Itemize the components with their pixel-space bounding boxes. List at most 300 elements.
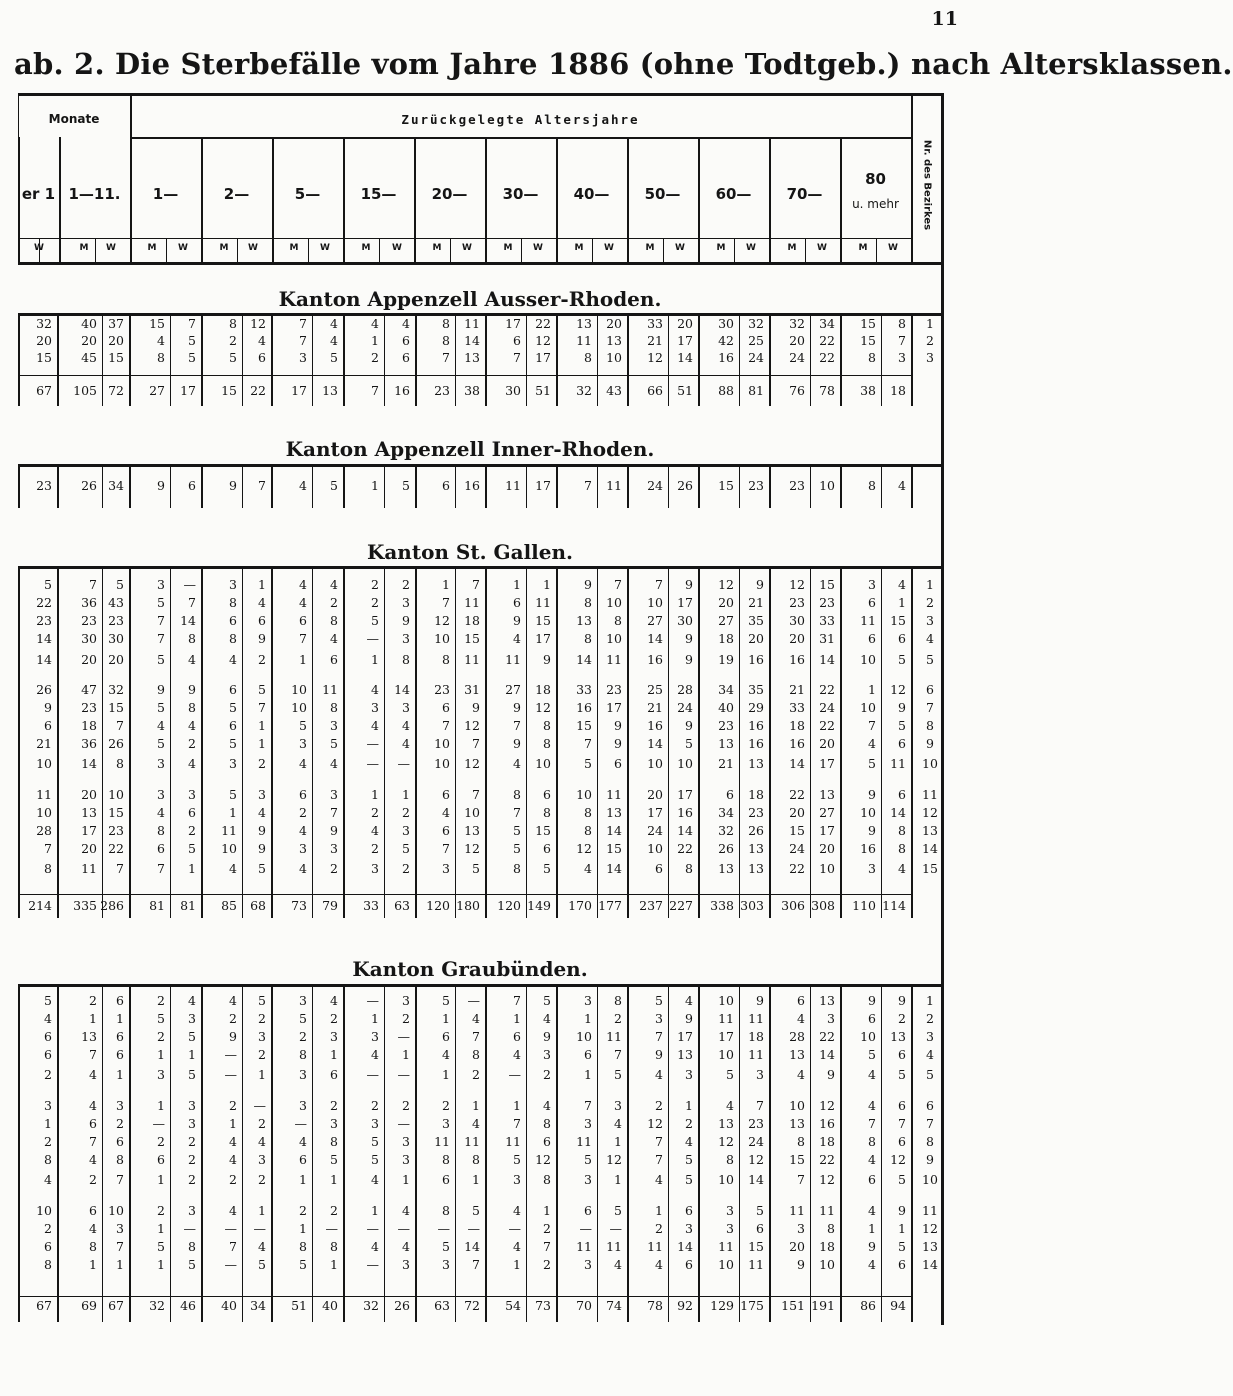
table-cell: 5: [513, 841, 521, 856]
table-cell: 22: [819, 333, 835, 348]
table-cell: 5: [371, 1152, 379, 1167]
table-cell: —: [366, 1257, 379, 1272]
table-cell: 17: [819, 823, 835, 838]
table-cell: 27: [819, 805, 835, 820]
table-cell: 5: [472, 1203, 480, 1218]
table-cell: 4: [402, 316, 410, 331]
table-cell: 13: [464, 350, 480, 365]
table-cell: 12: [250, 316, 266, 331]
table-cell: —: [508, 1221, 521, 1236]
column-rule: [911, 987, 913, 1322]
total-cell: 306: [781, 898, 805, 913]
sex-label: M: [361, 243, 371, 253]
table-cell: 4: [371, 316, 379, 331]
table-cell: 9: [898, 993, 906, 1008]
table-cell: 4: [371, 823, 379, 838]
table-cell: 6: [116, 993, 124, 1008]
table-cell: 18: [748, 1029, 764, 1044]
table-cell: 22: [819, 350, 835, 365]
table-cell: 9: [472, 700, 480, 715]
table-cell: 13: [748, 756, 764, 771]
table-cell: 1: [655, 1203, 663, 1218]
sex-label: W: [817, 243, 827, 253]
table-cell: 14: [394, 682, 410, 697]
table-cell: 8: [229, 595, 237, 610]
table-cell: 5: [157, 1239, 165, 1254]
table-cell: 1: [685, 1098, 693, 1113]
sex-label: W: [533, 243, 543, 253]
table-cell: 2: [258, 1172, 266, 1187]
table-cell: 9: [157, 682, 165, 697]
table-cell: 10: [108, 787, 124, 802]
table-cell: 2: [472, 1067, 480, 1082]
table-cell: 4: [655, 1257, 663, 1272]
table-cell: 9: [513, 700, 521, 715]
table-cell: 7: [543, 1239, 551, 1254]
table-cell: 2: [442, 1098, 450, 1113]
table-cell: 11: [464, 316, 480, 331]
table-cell: 6: [868, 1172, 876, 1187]
table-cell: 15: [789, 1152, 805, 1167]
table-cell: 6: [229, 682, 237, 697]
table-cell: 5: [756, 1203, 764, 1218]
table-cell: 3: [299, 350, 307, 365]
table-cell: —: [397, 1221, 410, 1236]
table-cell: 8: [868, 1134, 876, 1149]
section-title: Kanton Appenzell Inner-Rhoden.: [285, 437, 655, 461]
table-cell: 4: [299, 823, 307, 838]
table-cell: 4: [89, 1152, 97, 1167]
table-cell: 10: [36, 756, 52, 771]
table-cell: 6: [442, 1029, 450, 1044]
table-cell: 7: [513, 718, 521, 733]
table-cell: 1: [116, 1067, 124, 1082]
section-title: Kanton Graubünden.: [352, 957, 588, 981]
table-cell: 12: [606, 1152, 622, 1167]
sex-label: M: [858, 243, 868, 253]
table-cell: 20: [81, 787, 97, 802]
sex-label: M: [716, 243, 726, 253]
district-number: 10: [922, 1172, 938, 1187]
table-cell: 8: [330, 1134, 338, 1149]
table-cell: 4: [330, 631, 338, 646]
table-cell: 11: [748, 1257, 764, 1272]
table-cell: 8: [543, 805, 551, 820]
table-cell: 15: [108, 700, 124, 715]
table-cell: 14: [647, 631, 663, 646]
table-cell: 2: [188, 823, 196, 838]
table-cell: 2: [188, 1134, 196, 1149]
table-cell: 31: [819, 631, 835, 646]
table-cell: 7: [797, 1172, 805, 1187]
total-cell: 23: [789, 478, 805, 493]
table-cell: 26: [108, 736, 124, 751]
table-cell: 7: [513, 1116, 521, 1131]
table-cell: 24: [748, 350, 764, 365]
table-cell: 5: [371, 613, 379, 628]
table-cell: 16: [789, 652, 805, 667]
table-cell: 8: [188, 700, 196, 715]
table-cell: 7: [442, 718, 450, 733]
table-cell: 14: [606, 861, 622, 876]
table-cell: 8: [116, 756, 124, 771]
table-cell: 4: [299, 1134, 307, 1149]
total-cell: 23: [748, 478, 764, 493]
table-cell: 10: [718, 1172, 734, 1187]
table-cell: 1: [614, 1134, 622, 1149]
table-cell: 24: [789, 350, 805, 365]
table-cell: 4: [157, 333, 165, 348]
table-cell: 3: [402, 1134, 410, 1149]
table-cell: 5: [898, 1172, 906, 1187]
total-cell: 180: [456, 898, 480, 913]
total-cell: 9: [229, 478, 237, 493]
table-cell: 3: [442, 1257, 450, 1272]
table-cell: 11: [606, 1029, 622, 1044]
table-cell: 3: [371, 861, 379, 876]
table-cell: 5: [330, 350, 338, 365]
total-cell: 18: [890, 383, 906, 398]
table-cell: 8: [188, 631, 196, 646]
table-cell: —: [366, 1067, 379, 1082]
page-number: 11: [931, 8, 958, 30]
district-number: 7: [926, 1116, 934, 1131]
table-cell: 47: [81, 682, 97, 697]
table-cell: 5: [584, 1152, 592, 1167]
table-cell: 11: [606, 1239, 622, 1254]
header-sex-rule: [592, 239, 593, 262]
sex-label: W: [34, 243, 44, 253]
table-cell: 14: [789, 756, 805, 771]
table-cell: 7: [614, 577, 622, 592]
total-cell: 335: [73, 898, 97, 913]
table-cell: 6: [44, 1029, 52, 1044]
table-cell: 4: [898, 577, 906, 592]
table-cell: 4: [655, 1067, 663, 1082]
table-cell: 16: [748, 652, 764, 667]
age-group-label: 50—: [644, 185, 681, 203]
table-cell: 20: [789, 333, 805, 348]
table-cell: 11: [748, 1047, 764, 1062]
table-cell: 2: [229, 333, 237, 348]
table-cell: 2: [685, 1116, 693, 1131]
total-cell: 17: [291, 383, 307, 398]
total-cell: 7: [371, 383, 379, 398]
table-cell: 8: [442, 1203, 450, 1218]
table-cell: 1: [442, 577, 450, 592]
table-cell: 9: [330, 823, 338, 838]
table-cell: 8: [442, 652, 450, 667]
table-cell: 12: [718, 1134, 734, 1149]
table-cell: 9: [685, 577, 693, 592]
table-cell: 5: [299, 718, 307, 733]
table-cell: 12: [464, 841, 480, 856]
table-cell: 8: [442, 316, 450, 331]
table-cell: 7: [116, 1239, 124, 1254]
table-cell: 4: [330, 993, 338, 1008]
table-cell: 13: [576, 316, 592, 331]
total-cell: 149: [527, 898, 551, 913]
sex-label: W: [675, 243, 685, 253]
table-cell: 3: [655, 1011, 663, 1026]
table-cell: 6: [229, 613, 237, 628]
table-cell: 8: [157, 823, 165, 838]
table-cell: 14: [36, 652, 52, 667]
table-cell: 9: [756, 993, 764, 1008]
table-cell: 5: [188, 333, 196, 348]
table-cell: 13: [718, 736, 734, 751]
table-cell: 6: [442, 1172, 450, 1187]
table-cell: 3: [188, 1203, 196, 1218]
age-group-label: 80: [865, 170, 886, 188]
total-cell: 214: [28, 898, 52, 913]
table-cell: 4: [89, 1221, 97, 1236]
table-cell: 3: [229, 756, 237, 771]
table-cell: 32: [36, 316, 52, 331]
table-cell: 12: [535, 700, 551, 715]
table-cell: 16: [819, 1116, 835, 1131]
table-cell: 15: [535, 613, 551, 628]
table-cell: 1: [371, 333, 379, 348]
table-cell: 7: [229, 1239, 237, 1254]
table-cell: —: [224, 1221, 237, 1236]
total-cell: 38: [464, 383, 480, 398]
table-cell: 30: [677, 613, 693, 628]
table-cell: 12: [890, 682, 906, 697]
table-cell: 29: [748, 700, 764, 715]
table-cell: 7: [472, 1029, 480, 1044]
table-cell: 1: [229, 805, 237, 820]
table-cell: 1: [116, 1257, 124, 1272]
table-cell: 2: [229, 1172, 237, 1187]
district-number: 15: [922, 861, 938, 876]
table-cell: 4: [868, 1067, 876, 1082]
table-cell: 1: [543, 1203, 551, 1218]
table-cell: 17: [81, 823, 97, 838]
table-cell: 3: [402, 1152, 410, 1167]
table-cell: 12: [647, 1116, 663, 1131]
table-cell: 5: [157, 1011, 165, 1026]
table-cell: 1: [188, 1047, 196, 1062]
table-cell: 12: [789, 577, 805, 592]
table-cell: 9: [868, 1239, 876, 1254]
table-cell: 15: [108, 350, 124, 365]
table-cell: 10: [819, 861, 835, 876]
table-cell: 1: [898, 595, 906, 610]
table-cell: 4: [258, 805, 266, 820]
table-cell: 2: [655, 1098, 663, 1113]
table-cell: 3: [188, 1116, 196, 1131]
district-number: 7: [926, 700, 934, 715]
table-cell: 9: [584, 577, 592, 592]
table-cell: 1: [157, 1172, 165, 1187]
table-cell: 14: [464, 333, 480, 348]
table-cell: 5: [442, 1239, 450, 1254]
table-cell: 7: [898, 333, 906, 348]
table-cell: 6: [330, 1067, 338, 1082]
table-cell: 7: [442, 595, 450, 610]
table-cell: 3: [584, 993, 592, 1008]
table-cell: 2: [258, 652, 266, 667]
table-cell: 2: [188, 736, 196, 751]
table-cell: 36: [81, 736, 97, 751]
table-cell: 9: [868, 787, 876, 802]
table-cell: 8: [614, 993, 622, 1008]
table-cell: 26: [36, 682, 52, 697]
table-cell: 3: [402, 631, 410, 646]
table-cell: 2: [299, 805, 307, 820]
table-cell: 2: [371, 805, 379, 820]
table-cell: 3: [258, 1152, 266, 1167]
total-cell: 27: [149, 383, 165, 398]
table-cell: 20: [647, 787, 663, 802]
table-cell: 8: [513, 861, 521, 876]
table-cell: 4: [472, 1116, 480, 1131]
table-cell: 11: [576, 1239, 592, 1254]
table-cell: 1: [157, 1047, 165, 1062]
table-cell: 5: [898, 652, 906, 667]
table-cell: 23: [81, 613, 97, 628]
table-cell: 7: [655, 1134, 663, 1149]
table-cell: 4: [299, 756, 307, 771]
table-cell: 5: [330, 736, 338, 751]
table-cell: 5: [188, 1257, 196, 1272]
district-number: 12: [922, 1221, 938, 1236]
table-cell: 2: [229, 1011, 237, 1026]
table-cell: 5: [402, 841, 410, 856]
table-cell: 33: [647, 316, 663, 331]
district-number: 9: [926, 1152, 934, 1167]
table-cell: 13: [718, 861, 734, 876]
table-cell: 6: [116, 1029, 124, 1044]
total-cell: 17: [535, 478, 551, 493]
table-cell: 7: [89, 577, 97, 592]
table-cell: 6: [89, 1203, 97, 1218]
sex-label: M: [503, 243, 513, 253]
table-cell: 4: [402, 1239, 410, 1254]
table-cell: 10: [221, 841, 237, 856]
total-cell: 94: [890, 1298, 906, 1313]
table-cell: 9: [258, 841, 266, 856]
table-cell: 13: [718, 1116, 734, 1131]
table-cell: 5: [543, 993, 551, 1008]
table-cell: 18: [789, 718, 805, 733]
table-cell: 2: [655, 1221, 663, 1236]
table-cell: 5: [330, 1152, 338, 1167]
table-cell: 16: [576, 700, 592, 715]
table-cell: —: [397, 756, 410, 771]
table-cell: 1: [898, 1221, 906, 1236]
table-cell: 20: [108, 333, 124, 348]
table-cell: 14: [890, 805, 906, 820]
table-cell: 6: [685, 1203, 693, 1218]
total-cell: 22: [250, 383, 266, 398]
table-cell: 23: [718, 718, 734, 733]
table-cell: 6: [229, 718, 237, 733]
table-cell: 5: [614, 1067, 622, 1082]
table-cell: 14: [819, 652, 835, 667]
table-cell: 4: [655, 1172, 663, 1187]
table-cell: 16: [677, 805, 693, 820]
table-cell: 5: [685, 1172, 693, 1187]
total-cell: 227: [669, 898, 693, 913]
table-cell: —: [467, 1221, 480, 1236]
table-cell: 17: [677, 1029, 693, 1044]
table-cell: 11: [464, 595, 480, 610]
total-cell: 72: [108, 383, 124, 398]
table-cell: 8: [330, 1239, 338, 1254]
table-cell: 8: [472, 1152, 480, 1167]
table-cell: 11: [789, 1203, 805, 1218]
table-cell: 33: [789, 700, 805, 715]
table-cell: 9: [188, 682, 196, 697]
total-cell: 4: [898, 478, 906, 493]
table-cell: 7: [472, 1257, 480, 1272]
table-cell: 5: [868, 1047, 876, 1062]
table-cell: 13: [748, 841, 764, 856]
table-cell: 28: [677, 682, 693, 697]
table-cell: 6: [330, 652, 338, 667]
sex-label: W: [392, 243, 402, 253]
table-cell: 7: [258, 700, 266, 715]
table-cell: 1: [258, 577, 266, 592]
page-title: ab. 2. Die Sterbefälle vom Jahre 1886 (ohne Todtgeb.) nach Altersklassen.: [14, 47, 1233, 81]
table-cell: 2: [258, 1047, 266, 1062]
table-cell: 2: [543, 1067, 551, 1082]
total-cell: 5: [330, 478, 338, 493]
total-cell: 120: [426, 898, 450, 913]
table-cell: 18: [819, 1134, 835, 1149]
total-cell: 46: [180, 1298, 196, 1313]
total-cell: 338: [710, 898, 734, 913]
table-cell: 9: [756, 577, 764, 592]
table-cell: 5: [258, 993, 266, 1008]
table-cell: 15: [149, 316, 165, 331]
table-cell: 20: [677, 316, 693, 331]
table-cell: 5: [584, 756, 592, 771]
table-cell: 4: [258, 1239, 266, 1254]
table-cell: 9: [868, 993, 876, 1008]
age-group-label: 60—: [715, 185, 752, 203]
table-cell: 6: [543, 1134, 551, 1149]
district-number: 13: [922, 823, 938, 838]
table-cell: 5: [258, 861, 266, 876]
table-cell: 6: [797, 993, 805, 1008]
table-cell: 3: [402, 823, 410, 838]
total-cell: 7: [584, 478, 592, 493]
district-number: 11: [922, 787, 938, 802]
table-cell: 7: [89, 1047, 97, 1062]
table-cell: —: [152, 1116, 165, 1131]
table-cell: 8: [543, 1172, 551, 1187]
table-cell: —: [253, 1098, 266, 1113]
table-cell: 3: [116, 1221, 124, 1236]
table-cell: 5: [229, 700, 237, 715]
district-number: 8: [926, 1134, 934, 1149]
table-cell: 5: [299, 1257, 307, 1272]
table-cell: 1: [513, 1098, 521, 1113]
table-cell: 6: [442, 787, 450, 802]
table-cell: 13: [677, 1047, 693, 1062]
header-sex-rule: [663, 239, 664, 262]
table-cell: 12: [890, 1152, 906, 1167]
table-cell: 4: [229, 652, 237, 667]
district-number: 14: [922, 841, 938, 856]
sex-label: W: [746, 243, 756, 253]
table-cell: 10: [718, 1257, 734, 1272]
table-cell: 2: [157, 993, 165, 1008]
table-cell: 6: [44, 1239, 52, 1254]
